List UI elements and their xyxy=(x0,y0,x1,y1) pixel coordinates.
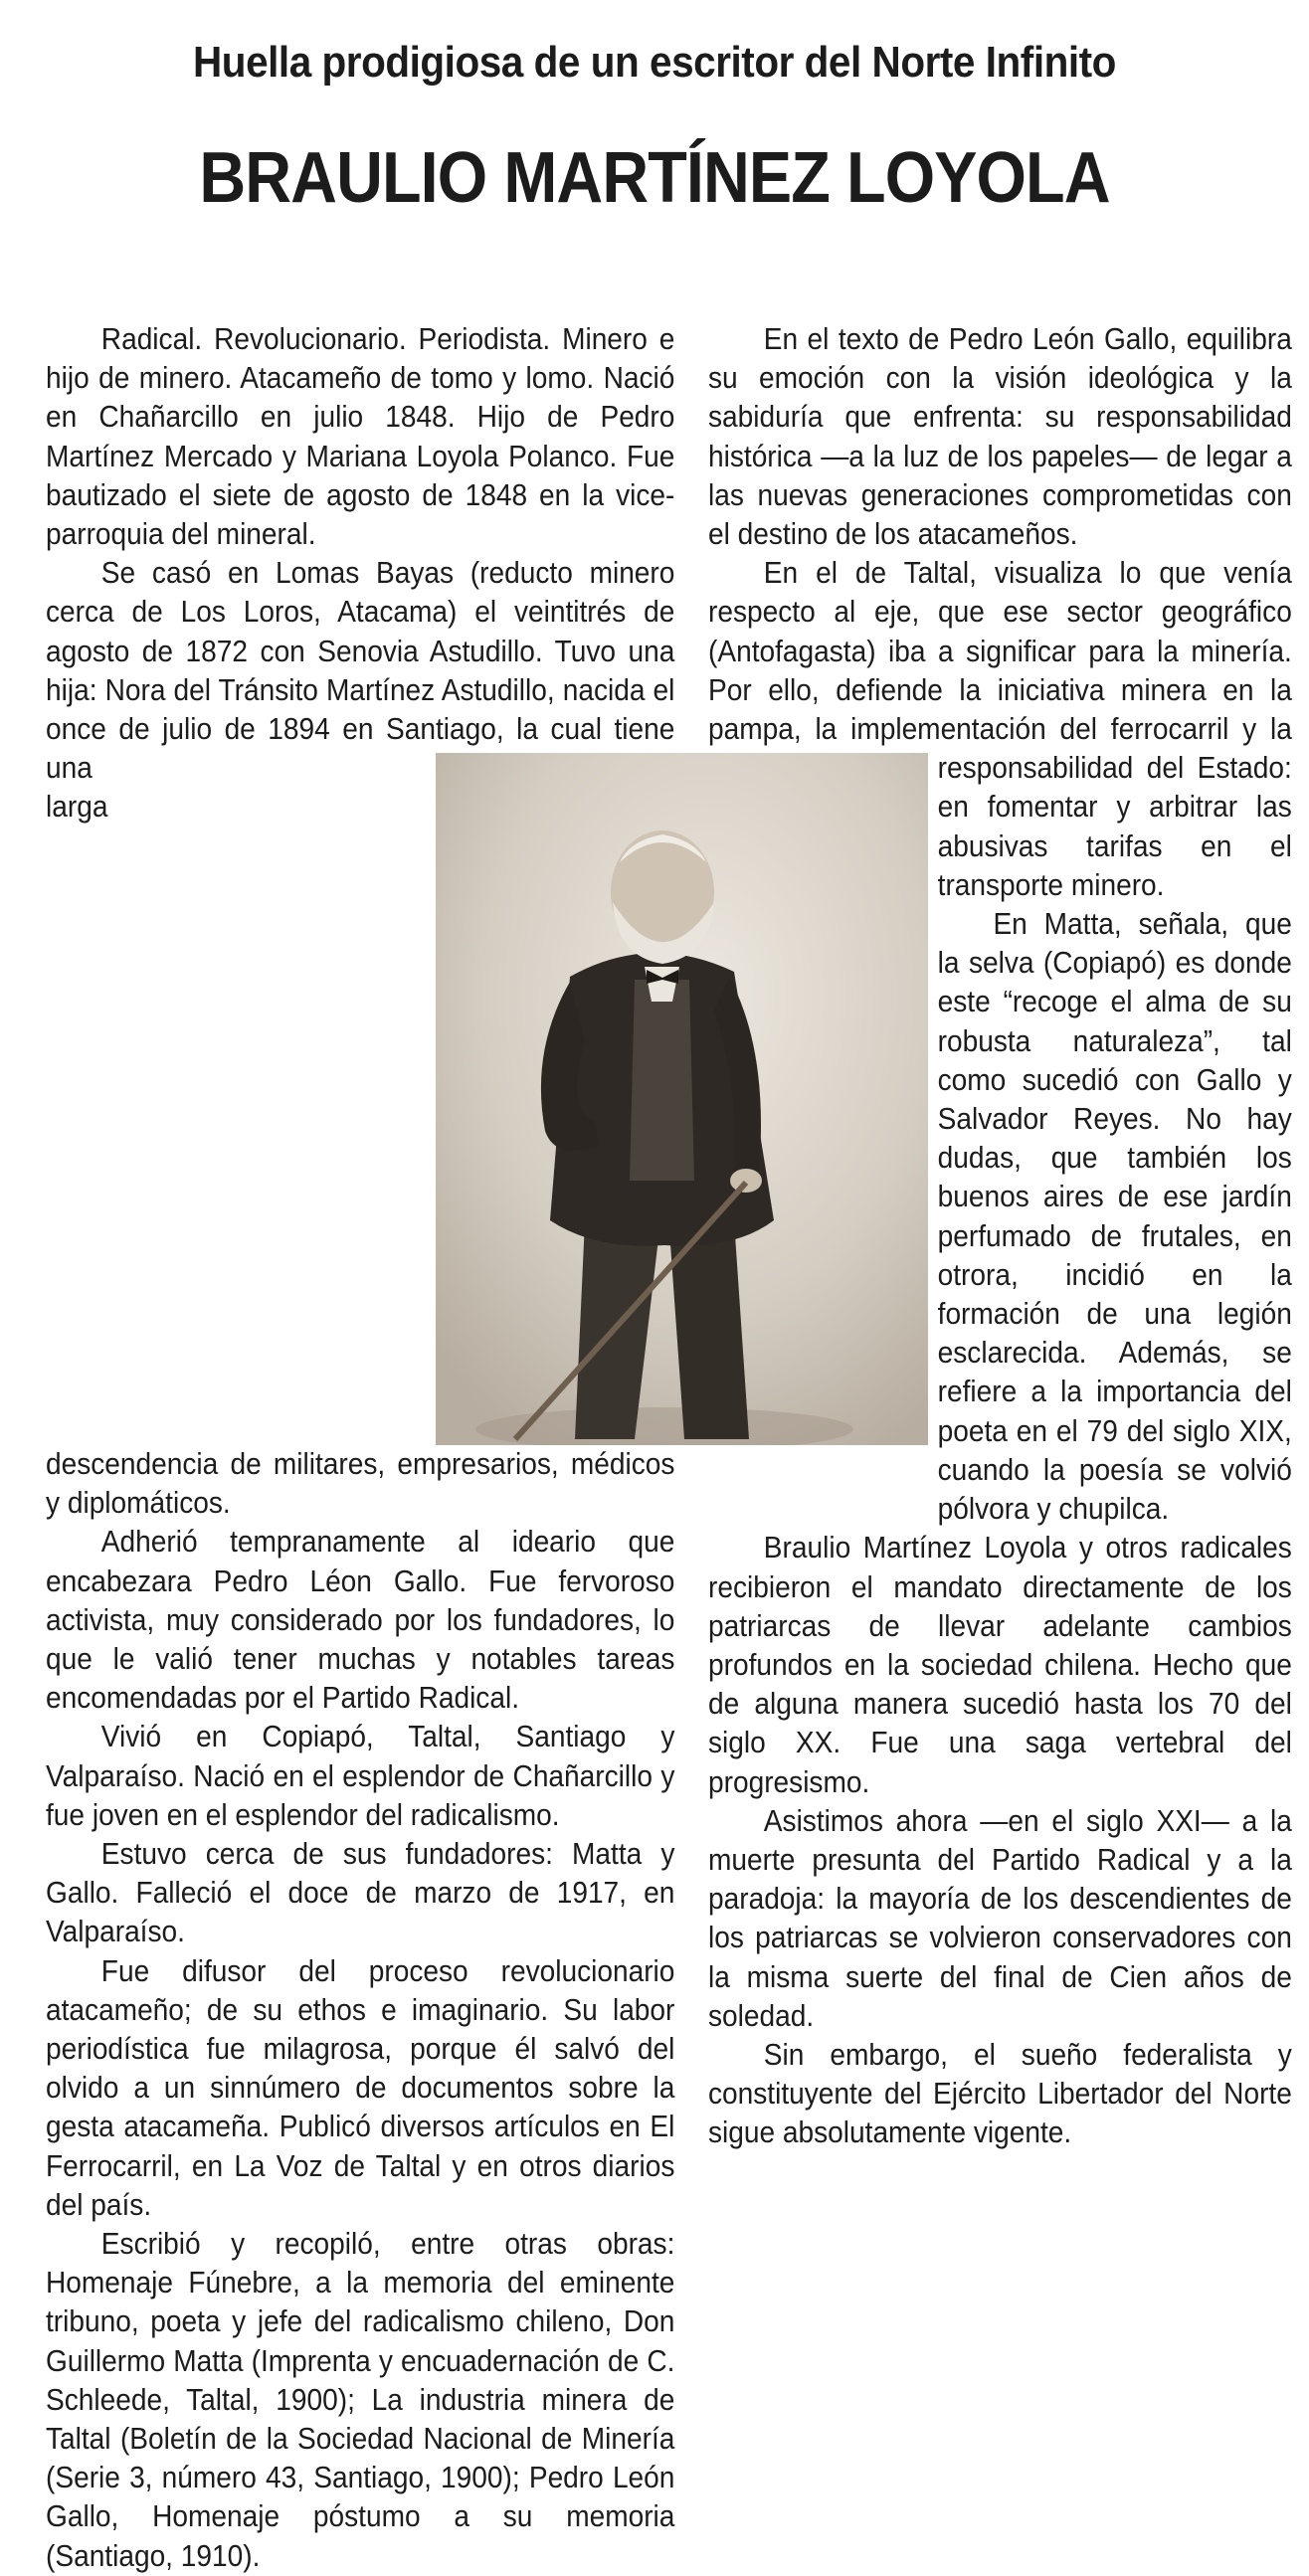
paragraph: En Matta, señala, que la selva (Copiapó) es donde este “recoge el alma de su robusta naturaleza”, tal como sucedió con Gallo y Salvador Reyes. No hay dudas, que también los buenos aires de ese jardín perfumado de frutales, en otrora, incidió en la formación de una legión esclarecida. Además, se refiere a la importancia del poeta en el 79 del siglo XIX, cuando la poesía se volvió pólvora y chupilca. xyxy=(937,908,1292,1527)
paragraph: Radical. Revolucionario. Periodista. Minero e hijo de minero. Atacameño de tomo y lomo. Nació en Chañarcillo en julio 1848. Hijo de Pedro Martínez Mercado y Mariana Loyola Polanco. Fue bautizado el siete de agosto de 1848 en la vice-parroquia del mineral. xyxy=(46,323,675,552)
paragraph: Sin embargo, el sueño federalista y constituyente del Ejército Libertador del Norte sigue absolutamente vigente. xyxy=(708,2038,1292,2150)
paragraph: Fue difusor del proceso revolucionario atacameño; de su ethos e imaginario. Su labor periodística fue milagrosa, porque él salvó del olvido a un sinnúmero de documentos sobre la gesta atacameña. Publicó diversos artículos en El Ferrocarril, en La Voz de Taltal y en otros diarios del país. xyxy=(46,1954,675,2222)
paragraph: Escribió y recopiló, entre otras obras: Homenaje Fúnebre, a la memoria del eminente tribuno, poeta y jefe del radicalismo chileno, Don Guillermo Matta (Imprenta y encuadernación de C. Schleede, Taltal, 1900); La industria minera de Taltal (Boletín de la Sociedad Nacional de Minería (Serie 3, número 43, Santiago, 1900); Pedro León Gallo, Homenaje póstumo a su memoria (Santiago, 1910). xyxy=(46,2228,675,2573)
paragraph: En el de Taltal, visualiza lo que venía respecto al eje, que ese sector geográfico (Antofagasta) iba a significar para la minería. Por ello, defiende la iniciativa minera en la pampa, la implementación del ferrocarril y la responsabilidad del Estado: en fomentar y arbitrar las abusivas tarifas en el transporte minero. xyxy=(708,557,1292,902)
paragraph: Vivió en Copiapó, Taltal, Santiago y Valparaíso. Nació en el esplendor de Chañarcillo y fue joven en el esplendor del radicalismo. xyxy=(46,1721,675,1832)
paragraph: Asistimos ahora —en el siglo XXI— a la muerte presunta del Partido Radical y a la paradoja: la mayoría de los descendientes de los patriarcas se volvieron conservadores con la misma suerte del final de Cien años de soledad. xyxy=(708,1804,1292,2033)
paragraph: En el texto de Pedro León Gallo, equilibra su emoción con la visión ideológica y la sabiduría que enfrenta: su responsabilidad histórica —a la luz de los papeles— de legar a las nuevas generaciones comprometidas con el destino de los atacameños. xyxy=(708,323,1292,552)
article-column-right xyxy=(708,320,1292,2153)
article-kicker: Huella prodigiosa de un escritor del Norte Infinito xyxy=(193,38,1116,87)
paragraph: Se casó en Lomas Bayas (reducto minero cerca de Los Loros, Atacama) el veintitrés de agosto de 1872 con Senovia Astudillo. Tuvo una hija: Nora del Tránsito Martínez Astudillo, nacida el once de julio de 1894 en Santiago, la cual tiene una larga descendencia de militares, empresarios, médicos y diplomáticos. xyxy=(46,557,675,1521)
paragraph: Estuvo cerca de sus fundadores: Matta y Gallo. Falleció el doce de marzo de 1917, en Valparaíso. xyxy=(46,1838,675,1949)
article-column-left xyxy=(46,320,674,2576)
paragraph: Adherió tempranamente al ideario que encabezara Pedro Léon Gallo. Fue fervoroso activista, muy considerado por los fundadores, lo que le valió tener muchas y notables tareas encomendadas por el Partido Radical. xyxy=(46,1526,675,1716)
paragraph: Braulio Martínez Loyola y otros radicales recibieron el mandato directamente de los patriarcas de llevar adelante cambios profundos en la sociedad chilena. Hecho que de alguna manera sucedió hasta los 70 del siglo XX. Fue una saga vertebral del progresismo. xyxy=(708,1532,1292,1799)
article-title: BRAULIO MARTÍNEZ LOYOLA xyxy=(199,138,1110,218)
